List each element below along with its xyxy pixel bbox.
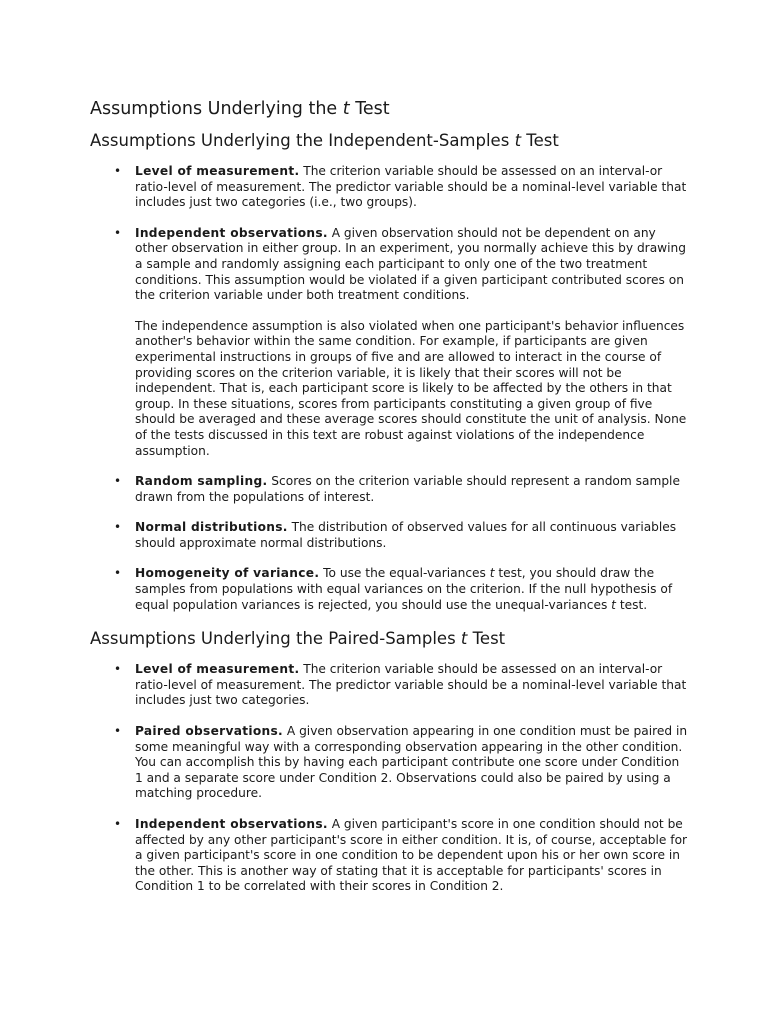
item-text: A given participant's score in one condition should not be affected by any other participant's score in either condition. It is, of course, acceptable for a given participant's score in one condition to be dependent upon his or her own score in the other. This is another way of stating that it is acceptable for participants' scores in Condition 1 to be correlated with their scores in Condition 2. xyxy=(135,817,688,894)
item-text: Scores on the criterion variable should represent a random sample drawn from the populations of interest. xyxy=(135,474,680,504)
item-term: Level of measurement. xyxy=(135,164,300,178)
section-paired-samples xyxy=(90,628,690,895)
page-title: Assumptions Underlying the t Test xyxy=(90,99,390,119)
item-text: To use the equal-variances xyxy=(319,566,490,581)
italic-t: t xyxy=(611,597,616,612)
list-item xyxy=(90,724,690,802)
italic-t: t xyxy=(489,566,495,581)
assumption-list xyxy=(90,662,690,895)
list-item xyxy=(90,520,690,551)
section-heading: Assumptions Underlying the Independent-Samples t Test xyxy=(90,131,559,150)
section-heading: Assumptions Underlying the Paired-Samples t Test xyxy=(90,629,506,649)
section-independent-samples xyxy=(90,130,690,613)
item-term: Independent observations. xyxy=(135,225,328,240)
list-item xyxy=(90,164,690,211)
list-item xyxy=(90,226,690,459)
list-item xyxy=(90,566,690,613)
item-text: test. xyxy=(615,597,648,612)
item-term: Paired observations. xyxy=(135,724,283,739)
item-text: A given observation appearing in one condition must be paired in some meaningful way with a corresponding observation appearing in the other condition. You can accomplish this by having each participant contribute one score under Condition 1 and a separate score under Condition 2. Observations could also be paired by using a matching procedure. xyxy=(135,724,688,801)
item-text: A given observation should not be dependent on any other observation in either group. In an experiment, you normally achieve this by drawing a sample and randomly assigning each participant to only one of the two treatment conditions. This assumption would be violated if a given participant contributed scores on the criterion variable under both treatment conditions. xyxy=(135,225,686,303)
assumption-list xyxy=(90,164,690,613)
list-item xyxy=(90,817,690,895)
list-item xyxy=(90,474,690,505)
item-text: The distribution of observed values for all continuous variables should approximate normal distributions. xyxy=(135,520,677,550)
item-term: Homogeneity of variance. xyxy=(135,566,320,581)
list-item xyxy=(90,662,690,709)
item-text-continued: The independence assumption is also violated when one participant's behavior influences another's behavior within the same condition. For example, if participants are given experimental instructions in groups of five and are allowed to interact in the course of providing scores on the criterion variable, it is likely that their scores will not be independent. That is, each participant score is likely to be affected by the others in that group. In these situations, scores from participants constituting a given group of five should be averaged and these average scores should constitute the unit of analysis. None of the tests discussed in this text are robust against violations of the independence assumption. xyxy=(135,318,687,458)
document-page xyxy=(90,98,690,910)
item-text: The criterion variable should be assessed on an interval-or ratio-level of measurement. The predictor variable should be a nominal-level variable that includes just two categories (i.e., two groups). xyxy=(135,164,687,210)
item-text: The criterion variable should be assessed on an interval-or ratio-level of measurement. The predictor variable should be a nominal-level variable that includes just two categories. xyxy=(135,662,687,708)
item-term: Level of measurement. xyxy=(135,662,300,677)
item-term: Normal distributions. xyxy=(135,520,288,535)
item-text: test, you should draw the samples from populations with equal variances on the criterion. If the null hypothesis of equal population variances is rejected, you should use the unequal-variances xyxy=(135,566,673,612)
item-term: Independent observations. xyxy=(135,817,328,831)
item-term: Random sampling. xyxy=(135,474,268,489)
